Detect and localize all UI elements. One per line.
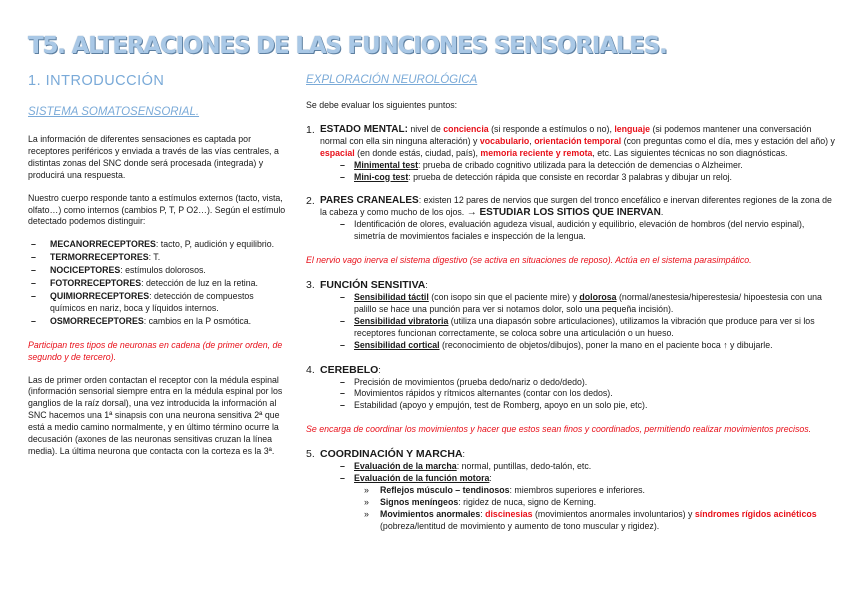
- receptor-list: [28, 239, 291, 327]
- section-pares-craneales: [306, 195, 836, 243]
- list-item: [340, 292, 836, 316]
- estado-mental-text: [320, 124, 836, 160]
- section-body: [320, 195, 836, 243]
- highlight-term: vocabulario: [479, 135, 530, 146]
- receptor-name: NOCICEPTORES: [50, 265, 121, 276]
- cerebelo-heading: CEREBELO: [320, 363, 379, 376]
- list-item: – Movimientos rápidos y rítmicos alternantes (contar con los dedos).: [340, 388, 836, 400]
- note-nervio-vago: El nervio vago inerva el sistema digestivo (se activa en situaciones de reposo). Actúa en el sistema parasimpático.: [306, 255, 752, 266]
- receptor-item: [28, 265, 291, 277]
- list-item: [340, 461, 836, 473]
- section-number: 5.: [306, 448, 315, 461]
- pares-craneales-heading: PARES CRANEALES: [320, 195, 419, 207]
- text-run: (en donde estás, ciudad, país),: [354, 147, 481, 158]
- left-column: [28, 72, 291, 469]
- term-desc: : miembros superiores e inferiores.: [509, 484, 645, 495]
- test-desc: : prueba de detección rápida que consiste en recordar 3 palabras y dibujar un reloj.: [408, 171, 732, 182]
- text-run: (si podemos mantener una conversación normal con ella sin ninguna alteración) y: [320, 123, 812, 146]
- right-column: [306, 72, 836, 533]
- paragraph-intro: La información de diferentes sensaciones es captada por receptores periféricos y enviada a través de las vías centrales, a distintas zonas del SNC donde será procesada (integrada) y producirá una respuesta.: [28, 134, 279, 180]
- term-name: Movimientos anormales: [380, 508, 481, 519]
- pares-craneales-text: [320, 195, 836, 219]
- list-item: [364, 497, 836, 509]
- highlight-term: discinesias: [485, 508, 533, 519]
- text-run: : existen 12 pares de nervios que surgen del tronco encefálico e inervan diferentes regiones de la zona de la cabeza y como mucho de los ojos.: [320, 195, 832, 218]
- term-desc: (movimientos anormales involuntarios) y: [532, 508, 695, 519]
- term-name: Signos meníngeos: [380, 496, 459, 507]
- paragraph-neuronas: Las de primer orden contactan el receptor con la médula espinal (información sensorial siempre entra en la médula espinal por los ganglios de la raíz dorsal), una vez introducida la información al SNC hacemos una 1ª sinapsis con una neurona sensitiva 2ª que está a medio camino normalmente, y en último término ocurre la decusación (axones de las neuronas sensitivas cruzan la línea media). La última neurona que contacta con la corteza es la 3ª.: [28, 374, 283, 456]
- receptor-name: MECANORRECEPTORES: [50, 239, 156, 250]
- term-desc: :: [480, 508, 486, 519]
- highlight-term: memoria reciente y remota: [480, 147, 593, 158]
- section-number: 3.: [306, 278, 315, 291]
- funcion-motora-list: [320, 485, 836, 533]
- subsection-heading-somatosensorial: SISTEMA SOMATOSENSORIAL.: [28, 106, 200, 118]
- section-heading-exploracion: EXPLORACIÓN NEUROLÓGICA: [306, 74, 478, 86]
- term-desc: (normal/anestesia/hiperestesia/ hipoestesia con una palillo se hace una punción para ver si notamos dolor, solo una pequeña incisión).: [354, 291, 822, 314]
- funcion-sensitiva-heading-row: [320, 279, 836, 292]
- receptor-item: [28, 239, 291, 251]
- test-name: Minimental test: [354, 159, 419, 170]
- section-number: 2.: [306, 195, 315, 208]
- paragraph-stimuli: Nuestro cuerpo responde tanto a estímulos externos (tacto, vista, olfato…) como internos (cambios P, T, P O2…). Según el estímulo detectado podemos distinguir:: [28, 192, 286, 227]
- list-item: [364, 509, 836, 533]
- text-run: :: [425, 279, 428, 290]
- list-item: [364, 485, 836, 497]
- paragraph-evaluar: Se debe evaluar los siguientes puntos:: [306, 100, 458, 110]
- sensibilidad-list: [320, 292, 836, 352]
- highlight-term: lenguaje: [614, 123, 651, 134]
- text-run: (si responde a estímulos o no),: [488, 123, 615, 134]
- text-run: ,: [529, 135, 535, 146]
- receptor-desc: : estímulos dolorosos.: [120, 265, 206, 276]
- highlight-term: conciencia: [443, 123, 489, 134]
- section-body: [320, 364, 836, 413]
- receptor-desc: : cambios en la P osmótica.: [143, 315, 252, 326]
- estudiar-sitios-callout: → ESTUDIAR LOS SITIOS QUE INERVAN: [466, 207, 661, 219]
- cerebelo-list: [320, 377, 836, 413]
- cerebelo-heading-row: [320, 364, 836, 377]
- highlight-term: orientación temporal: [534, 135, 622, 146]
- term-name: Sensibilidad táctil: [354, 291, 429, 302]
- receptor-item: [28, 316, 291, 328]
- term-name: dolorosa: [579, 291, 617, 302]
- estado-mental-tests: [320, 160, 836, 184]
- section-coordinacion-marcha: [306, 448, 836, 532]
- coordinacion-heading-row: [320, 448, 836, 461]
- receptor-desc: : detección de luz en la retina.: [141, 278, 258, 289]
- text-run: (con preguntas como el día, mes y estación del año) y: [621, 135, 835, 146]
- section-cerebelo: [306, 364, 836, 413]
- receptor-desc: : tacto, P, audición y equilibrio.: [155, 239, 275, 250]
- highlight-term: síndromes rígidos acinéticos: [694, 508, 817, 519]
- term-desc: : normal, puntillas, dedo-talón, etc.: [456, 461, 592, 472]
- receptor-name: OSMORRECEPTORES: [50, 315, 144, 326]
- receptor-desc: : T.: [148, 252, 161, 263]
- section-body: [320, 124, 836, 184]
- note-cerebelo: Se encarga de coordinar los movimientos y hacer que estos sean finos y coordinados, permitiendo realizar movimientos precisos.: [306, 424, 812, 435]
- section-estado-mental: [306, 124, 836, 184]
- receptor-name: FOTORRECEPTORES: [50, 278, 142, 289]
- list-item: [340, 340, 836, 352]
- coordinacion-heading: COORDINACIÓN Y MARCHA: [320, 448, 463, 461]
- text-run: , etc. Las siguientes técnicas no son diagnósticas.: [592, 147, 788, 158]
- term-name: Evaluación de la función motora: [354, 473, 490, 484]
- term-desc: (reconocimiento de objetos/dibujos), poner la mano en el paciente boca ↑ y dibujarle.: [439, 339, 773, 350]
- term-name: Sensibilidad cortical: [354, 339, 440, 350]
- list-item: – Estabilidad (apoyo y empujón, test de Romberg, apoyo en un solo pie, etc).: [340, 400, 836, 412]
- section-number: 4.: [306, 363, 315, 376]
- document-title: T5. ALTERACIONES DE LAS FUNCIONES SENSORIALES.: [28, 33, 667, 59]
- section-heading-introduccion: 1. INTRODUCCIÓN: [28, 73, 165, 89]
- term-name: Sensibilidad vibratoria: [354, 315, 449, 326]
- term-desc: (utiliza una diapasón sobre articulaciones), utilizamos la vibración que produce para ver si los receptores funcionan correctamente, se coloca sobre una articulación o un hueso.: [354, 315, 815, 338]
- receptor-item: [28, 252, 291, 264]
- receptor-name: QUIMIORRECEPTORES: [50, 290, 150, 301]
- list-item: – Precisión de movimientos (prueba dedo/nariz o dedo/dedo).: [340, 377, 836, 389]
- list-item: – Identificación de olores, evaluación agudeza visual, audición y equilibrio, elevación de hombros (del nervio espinal), simetría de movimientos faciales e inspección de la lengua.: [340, 219, 836, 243]
- term-desc: (con isopo sin que el paciente mire) y: [428, 291, 580, 302]
- note-neuronas: Participan tres tipos de neuronas en cadena (de primer orden, de segundo y de tercero).: [28, 339, 283, 362]
- section-body: [320, 279, 836, 352]
- coordinacion-list: [320, 461, 836, 485]
- pares-craneales-list: [320, 219, 836, 243]
- term-desc: (pobreza/lentitud de movimiento y aumento de tono muscular y rigidez).: [380, 520, 660, 531]
- receptor-name: TERMORRECEPTORES: [50, 252, 149, 263]
- receptor-desc: : detección de compuestos químicos en nariz, boca y líquidos internos.: [50, 290, 254, 313]
- test-desc: : prueba de cribado cognitivo utilizada para la detección de demencias o Alzheimer.: [418, 159, 743, 170]
- highlight-term: espacial: [320, 147, 355, 158]
- text-run: :: [378, 364, 381, 375]
- receptor-item: [28, 291, 291, 315]
- section-body: [320, 448, 836, 532]
- term-name: Reflejos músculo – tendinosos: [380, 484, 510, 495]
- test-name: Mini-cog test: [354, 171, 409, 182]
- list-item: [340, 160, 836, 172]
- list-item: [340, 316, 836, 340]
- list-item: [340, 473, 836, 485]
- section-number: 1.: [306, 123, 315, 136]
- term-desc: :: [489, 473, 492, 484]
- text-run: :: [462, 449, 465, 460]
- text-run: nivel de: [407, 123, 444, 134]
- term-desc: : rigidez de nuca, signo de Kerning.: [458, 496, 597, 507]
- receptor-item: [28, 278, 291, 290]
- list-item: [340, 172, 836, 184]
- funcion-sensitiva-heading: FUNCIÓN SENSITIVA: [320, 278, 426, 291]
- text-run: .: [660, 207, 664, 218]
- section-funcion-sensitiva: [306, 279, 836, 352]
- term-name: Evaluación de la marcha: [354, 461, 457, 472]
- estado-mental-heading: ESTADO MENTAL:: [320, 123, 408, 135]
